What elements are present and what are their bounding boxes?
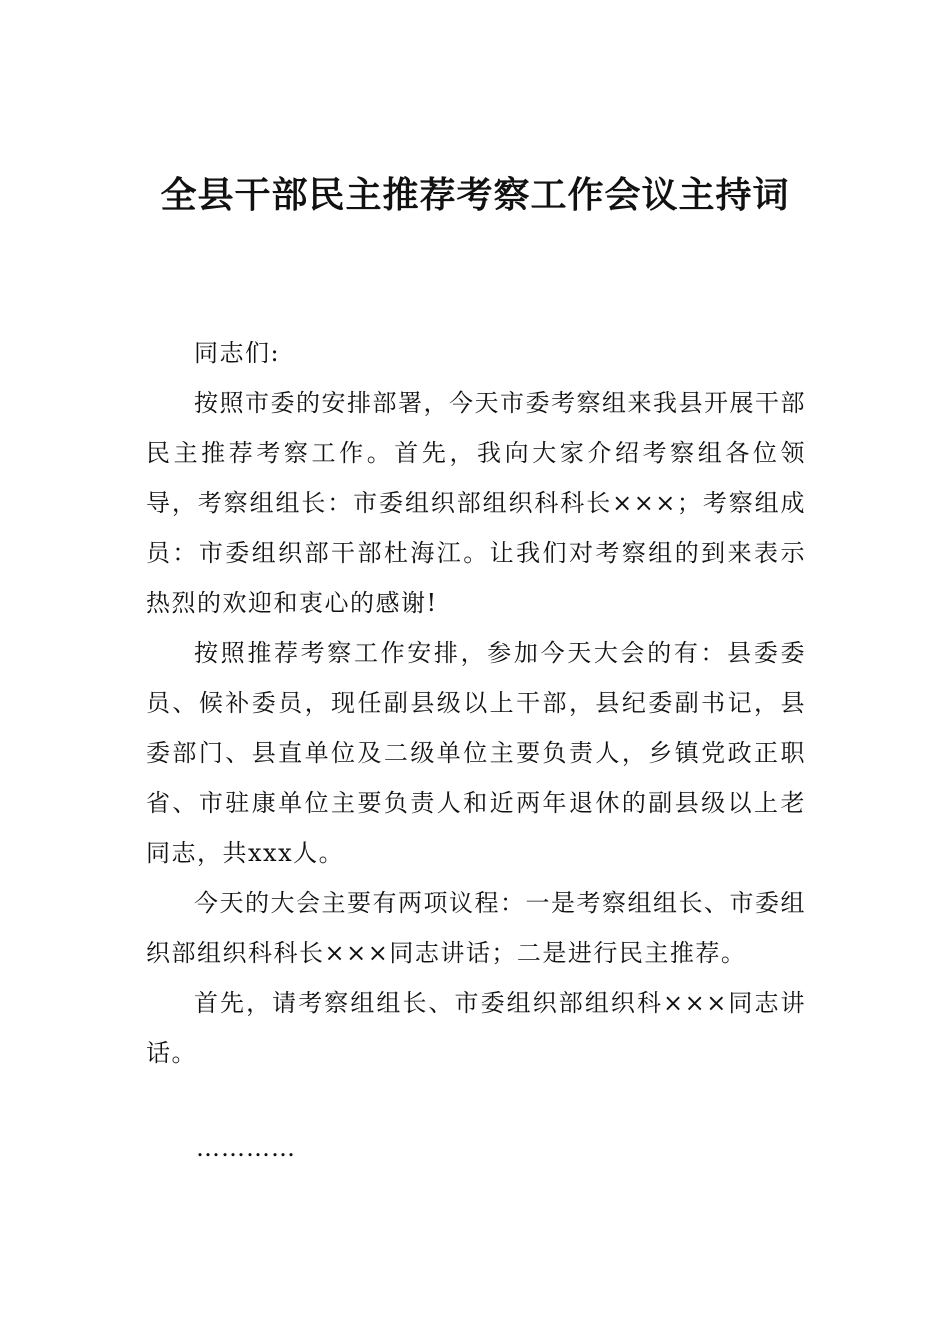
document-title: 全县干部民主推荐考察工作会议主持词 — [160, 175, 790, 217]
ellipsis-text: ………… — [196, 1134, 296, 1162]
paragraph-introduction: 按照市委的安排部署，今天市委考察组来我县开展干部民主推荐考察工作。首先，我向大家介绍考察组各位领导，考察组组长：市委组织部组织科科长×××；考察组成员：市委组织部干部杜海江。让我们对考察组的到来表示热烈的欢迎和衷心的感谢! — [146, 389, 806, 617]
paragraph-first-speaker: 首先，请考察组组长、市委组织部组织科×××同志讲话。 — [146, 989, 806, 1067]
paragraph-agenda: 今天的大会主要有两项议程：一是考察组组长、市委组织部组织科科长×××同志讲话；二是进行民主推荐。 — [146, 889, 806, 967]
document-body — [146, 328, 806, 1078]
paragraph-attendees: 按照推荐考察工作安排，参加今天大会的有：县委委员、候补委员，现任副县级以上干部，县纪委副书记，县委部门、县直单位及二级单位主要负责人，乡镇党政正职省、市驻康单位主要负责人和近两年退休的副县级以上老同志，共xxx人。 — [146, 639, 806, 867]
paragraph-greeting: 同志们: — [194, 339, 281, 367]
